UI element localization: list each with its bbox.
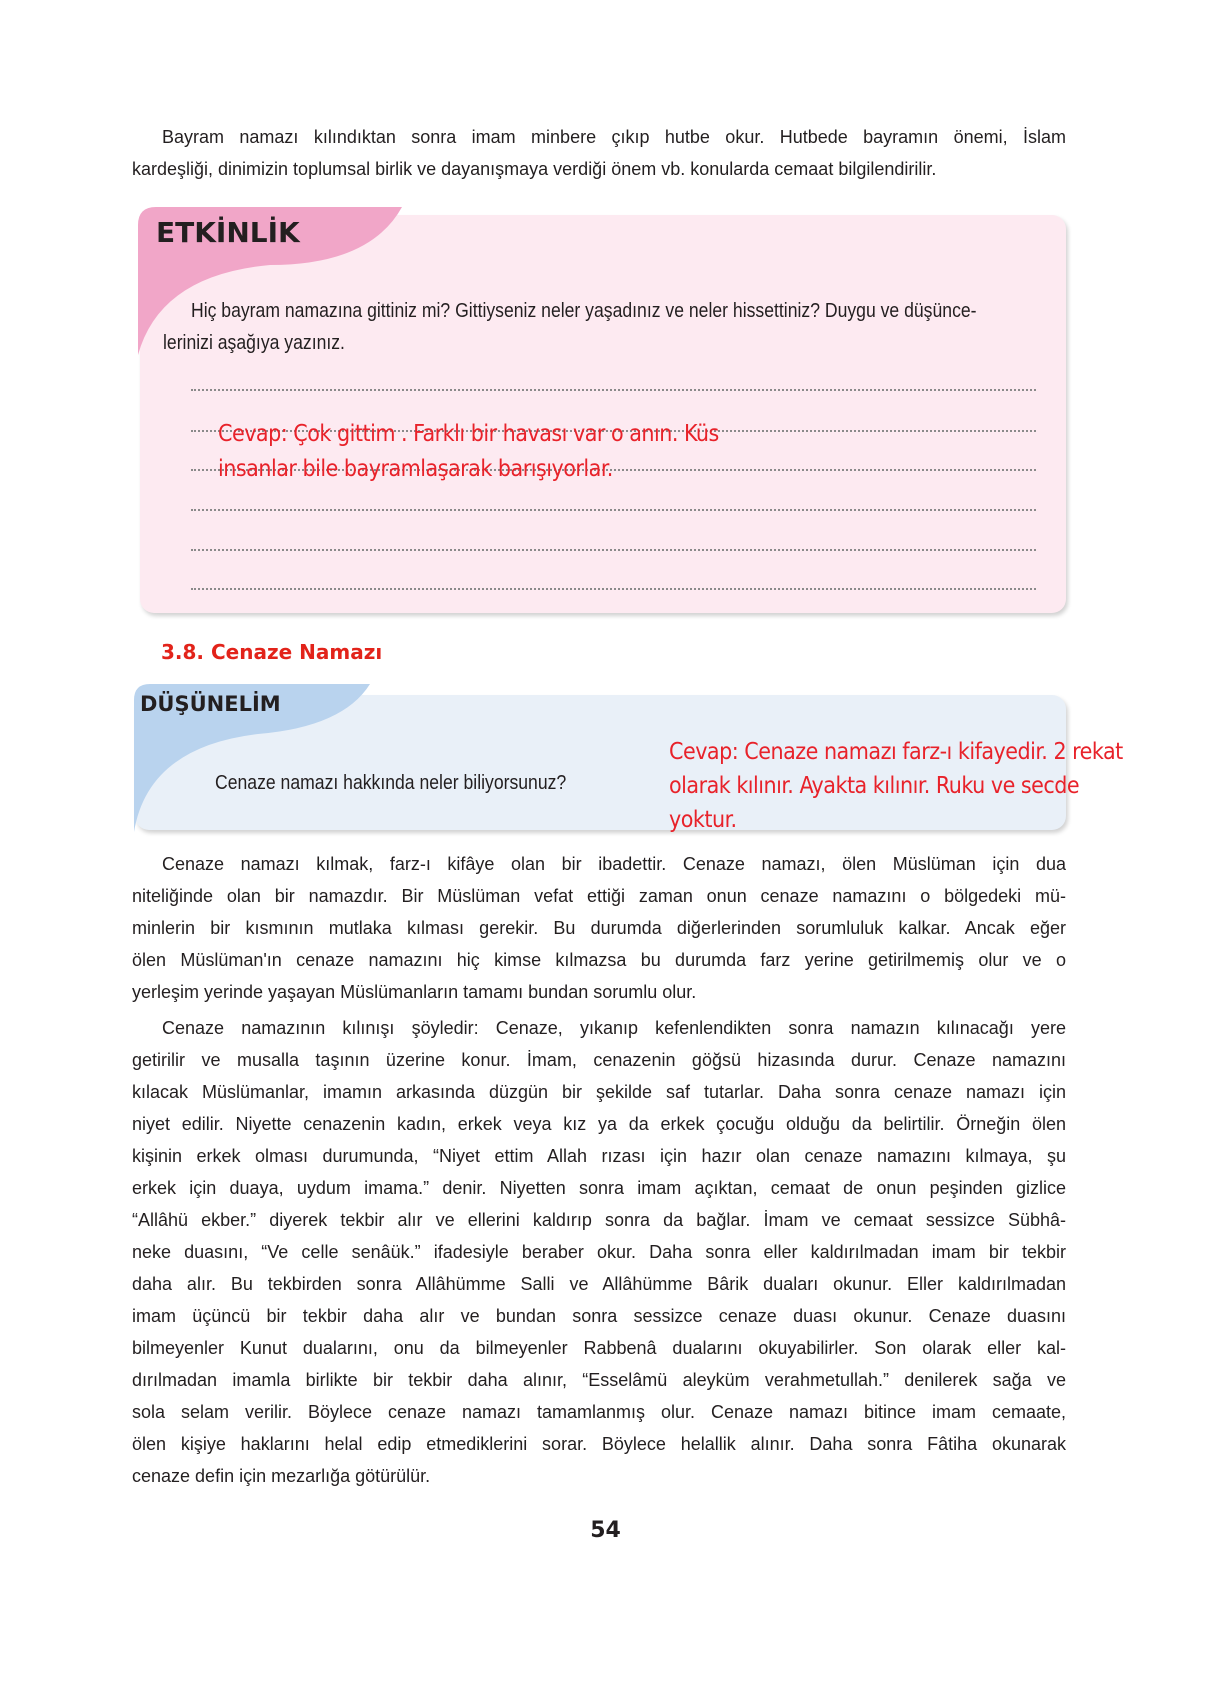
page-number: 54 bbox=[590, 1518, 621, 1543]
etkinlik-answer-line2: insanlar bile bayramlaşarak barışıyorlar. bbox=[218, 456, 613, 482]
section-heading: 3.8. Cenaze Namazı bbox=[161, 640, 383, 664]
answer-line bbox=[191, 588, 1036, 590]
dusunelim-question: Cenaze namazı hakkında neler biliyorsunuz? bbox=[215, 772, 567, 794]
text-line: yerleşim yerinde yaşayan Müslümanların tamamı bundan sorumlu olur. bbox=[132, 982, 697, 1002]
text-line: minlerin bir kısmının mutlaka kılması gerekir. Bu durumda diğerlerinden sorumluluk kalkar. Ancak eğer bbox=[132, 918, 1066, 938]
text-line: erkek için duaya, uydum imama.” denir. Niyetten sonra imam açıktan, cemaat de onun peşinden gizlice bbox=[132, 1178, 1066, 1198]
answer-line bbox=[191, 389, 1036, 391]
dusunelim-answer-line3: yoktur. bbox=[669, 807, 737, 833]
etkinlik-question-line2: lerinizi aşağıya yazınız. bbox=[163, 332, 345, 354]
text-line: ölen kişiye haklarını helal edip etmediklerini sorar. Böylece helallik alınır. Daha sonra Fâtiha okunarak bbox=[132, 1434, 1066, 1454]
text-line: neke duasını, “Ve celle senâük.” ifadesiyle beraber okur. Daha sonra eller kaldırılmadan imam bir tekbir bbox=[132, 1242, 1066, 1262]
text-line: Bayram namazı kılındıktan sonra imam minbere çıkıp hutbe okur. Hutbede bayramın önemi, İslam bbox=[162, 127, 1066, 147]
etkinlik-title: ETKİNLİK bbox=[156, 216, 300, 249]
text-line: niyet edilir. Niyette cenazenin kadın, erkek veya kız ya da erkek çocuğu olduğu da belirtilir. Örneğin ölen bbox=[132, 1114, 1066, 1134]
text-line: Cenaze namazının kılınışı şöyledir: Cenaze, yıkanıp kefenlendikten sonra namazın kılınacağı yere bbox=[162, 1018, 1066, 1038]
text-line: cenaze defin için mezarlığa götürülür. bbox=[132, 1466, 431, 1486]
text-line: Cenaze namazı kılmak, farz-ı kifâye olan bir ibadettir. Cenaze namazı, ölen Müslüman için dua bbox=[162, 854, 1066, 874]
text-line: imam üçüncü bir tekbir daha alır ve bundan sonra sessizce cenaze duası okunur. Cenaze duasını bbox=[132, 1306, 1066, 1326]
answer-line bbox=[191, 509, 1036, 511]
text-line: niteliğinde olan bir namazdır. Bir Müslüman vefat ettiği zaman onun cenaze namazını o bölgedeki mü- bbox=[132, 886, 1066, 906]
text-line: daha alır. Bu tekbirden sonra Allâhümme Salli ve Allâhümme Bârik duaları okunur. Eller kaldırılmadan bbox=[132, 1274, 1066, 1294]
text-line: kılacak Müslümanlar, imamın arkasında düzgün bir şekilde saf tutarlar. Daha sonra cenaze namazı için bbox=[132, 1082, 1066, 1102]
text-line: bilmeyenler Kunut dualarını, onu da bilmeyenler Rabbenâ dualarını okuyabilirler. Son olarak eller kal- bbox=[132, 1338, 1066, 1358]
text-line: “Allâhü ekber.” diyerek tekbir alır ve ellerini kaldırıp sonra da bağlar. İmam ve cemaat sessizce Sübhâ- bbox=[132, 1210, 1066, 1230]
text-line: sola selam verilir. Böylece cenaze namazı tamamlanmış olur. Cenaze namazı bitince imam cemaate, bbox=[132, 1402, 1066, 1422]
text-line: kardeşliği, dinimizin toplumsal birlik ve dayanışmaya verdiği önem vb. konularda cemaat bilgilendirilir. bbox=[132, 159, 937, 179]
etkinlik-question-line1: Hiç bayram namazına gittiniz mi? Gittiyseniz neler yaşadınız ve neler hissettiniz? Duygu ve düşünce- bbox=[191, 300, 977, 322]
dusunelim-answer-line2: olarak kılınır. Ayakta kılınır. Ruku ve secde bbox=[669, 773, 1080, 799]
etkinlik-answer-line1: Cevap: Çok gittim . Farklı bir havası var o anın. Küs bbox=[218, 421, 719, 447]
dusunelim-answer-line1: Cevap: Cenaze namazı farz-ı kifayedir. 2 rekat bbox=[669, 739, 1123, 765]
dusunelim-title: DÜŞÜNELİM bbox=[140, 692, 281, 716]
text-line: kişinin erkek olması durumunda, “Niyet ettim Allah rızası için hazır olan cenaze namazını kılmaya, şu bbox=[132, 1146, 1066, 1166]
answer-line bbox=[191, 549, 1036, 551]
text-line: ölen Müslüman'ın cenaze namazını hiç kimse kılmazsa bu durumda farz yerine getirilmemiş olur ve o bbox=[132, 950, 1066, 970]
text-line: getirilir ve musalla taşının üzerine konur. İmam, cenazenin göğsü hizasında durur. Cenaze namazını bbox=[132, 1050, 1066, 1070]
text-line: dırılmadan imamla birlikte bir tekbir daha alınır, “Esselâmü aleyküm verahmetullah.” denilerek sağa ve bbox=[132, 1370, 1066, 1390]
